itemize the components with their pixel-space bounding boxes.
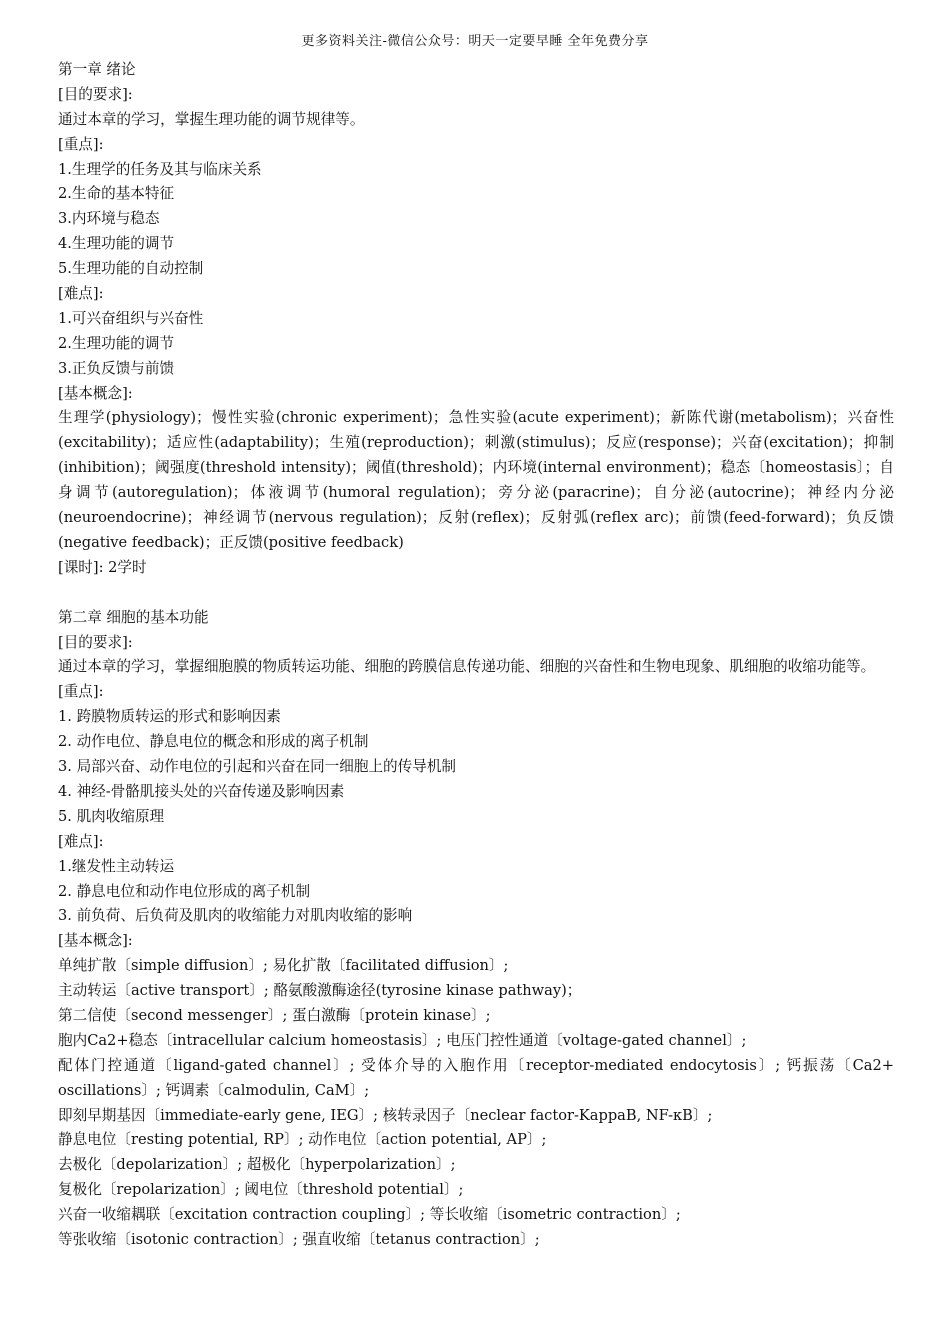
chapter1-difficult-label: [难点]: <box>58 285 104 303</box>
chapter2-concept-line: 主动转运〔active transport〕; 酪氨酸激酶途径(tyrosine kinase pathway)； <box>58 982 582 1000</box>
chapter2-difficult-item: 1.继发性主动转运 <box>58 857 175 875</box>
chapter2-title: 第二章 细胞的基本功能 <box>58 608 209 626</box>
chapter2-concept-line: 第二信使〔second messenger〕; 蛋白激酶〔protein kinase〕; <box>58 1006 491 1024</box>
chapter2-key-item: 4. 神经-骨骼肌接头处的兴奋传递及影响因素 <box>58 782 345 800</box>
chapter1-key-item: 4.生理功能的调节 <box>58 235 175 253</box>
chapter1-difficult-item: 2.生理功能的调节 <box>58 334 175 352</box>
chapter2-concept-line: 兴奋一收缩耦联〔excitation contraction coupling〕; 等长收缩〔isometric contraction〕; <box>58 1206 681 1224</box>
section-spacer <box>58 581 894 606</box>
chapter2-concept-line: 即刻早期基因〔immediate-early gene, IEG〕; 核转录因子〔neclear factor-KappaB, NF-κB〕; <box>58 1106 713 1124</box>
chapter1-key-item: 3.内环境与稳态 <box>58 210 160 228</box>
chapter2-difficult-label: [难点]: <box>58 832 104 850</box>
chapter1-goal-label: [目的要求]: <box>58 85 133 103</box>
chapter2-concept-line: 去极化〔depolarization〕; 超极化〔hyperpolarization〕; <box>58 1156 456 1174</box>
chapter1-key-item: 1.生理学的任务及其与临床关系 <box>58 160 262 178</box>
chapter2-concept-line: 单纯扩散〔simple diffusion〕; 易化扩散〔facilitated diffusion〕; <box>58 957 509 975</box>
chapter1-key-item: 2.生命的基本特征 <box>58 185 175 203</box>
chapter2-concept-line: 胞内Ca2+稳态〔intracellular calcium homeostasis〕; 电压门控性通道〔voltage-gated channel〕; <box>58 1031 747 1049</box>
chapter2-concepts-label: [基本概念]: <box>58 932 133 950</box>
chapter2-key-label: [重点]: <box>58 683 104 701</box>
chapter2-key-item: 5. 肌肉收缩原理 <box>58 807 165 825</box>
chapter2-concept-line: 静息电位〔resting potential, RP〕; 动作电位〔action potential, AP〕; <box>58 1131 547 1149</box>
chapter2-difficult-item: 3. 前负荷、后负荷及肌肉的收缩能力对肌肉收缩的影响 <box>58 907 413 925</box>
chapter1-difficult-item: 1.可兴奋组织与兴奋性 <box>58 309 204 327</box>
chapter2-concept-line: 等张收缩〔isotonic contraction〕; 强直收缩〔tetanus contraction〕; <box>58 1231 540 1248</box>
chapter2-key-item: 3. 局部兴奋、动作电位的引起和兴奋在同一细胞上的传导机制 <box>58 758 457 776</box>
chapter1-hours: [课时]: 2学时 <box>58 558 147 576</box>
chapter2-concept-line: 配体门控通道〔ligand-gated channel〕; 受体介导的入胞作用〔receptor-mediated endocytosis〕; 钙振荡〔Ca2+ oscillations〕; 钙调素〔calmodulin, CaM〕; <box>58 1056 894 1099</box>
chapter1-key-item: 5.生理功能的自动控制 <box>58 260 204 278</box>
chapter2-goal-text: 通过本章的学习，掌握细胞膜的物质转运功能、细胞的跨膜信息传递功能、细胞的兴奋性和生物电现象、肌细胞的收缩功能等。 <box>58 658 876 676</box>
chapter2-key-item: 1. 跨膜物质转运的形式和影响因素 <box>58 708 281 726</box>
chapter2-key-item: 2. 动作电位、静息电位的概念和形成的离子机制 <box>58 733 369 751</box>
chapter1-difficult-item: 3.正负反馈与前馈 <box>58 359 175 377</box>
chapter1-title: 第一章 绪论 <box>58 61 136 78</box>
chapter2-concept-line: 复极化〔repolarization〕; 阈电位〔threshold potential〕; <box>58 1181 464 1199</box>
document-body <box>58 58 894 1253</box>
chapter1-concepts-text: 生理学(physiology)；慢性实验(chronic experiment)；急性实验(acute experiment)；新陈代谢(metabolism)；兴奋性(excitability)；适应性(adaptability)；生殖(reproduction)；刺激(stimulus)；反应(response)；兴奋(excitation)；抑制(inhibition)；阈强度(threshold intensity)；阈值(threshold)；内环境(internal environment)；稳态〔homeostasis〕；自身调节(autoregulation)；体液调节(humoral regulation)；旁分泌(paracrine)；自分泌(autocrine)；神经内分泌(neuroendocrine)；神经调节(nervous regulation)；反射(reflex)；反射弧(reflex arc)；前馈(feed-forward)；负反馈(negative feedback)；正反馈(positive feedback) <box>58 409 894 551</box>
chapter2-difficult-item: 2. 静息电位和动作电位形成的离子机制 <box>58 882 311 900</box>
chapter1-key-label: [重点]: <box>58 135 104 153</box>
page-header: 更多资料关注-微信公众号：明天一定要早睡 全年免费分享 <box>301 34 649 49</box>
chapter2-goal-label: [目的要求]: <box>58 633 133 651</box>
chapter1-goal-text: 通过本章的学习，掌握生理功能的调节规律等。 <box>58 110 365 128</box>
chapter1-concepts-label: [基本概念]: <box>58 384 133 402</box>
